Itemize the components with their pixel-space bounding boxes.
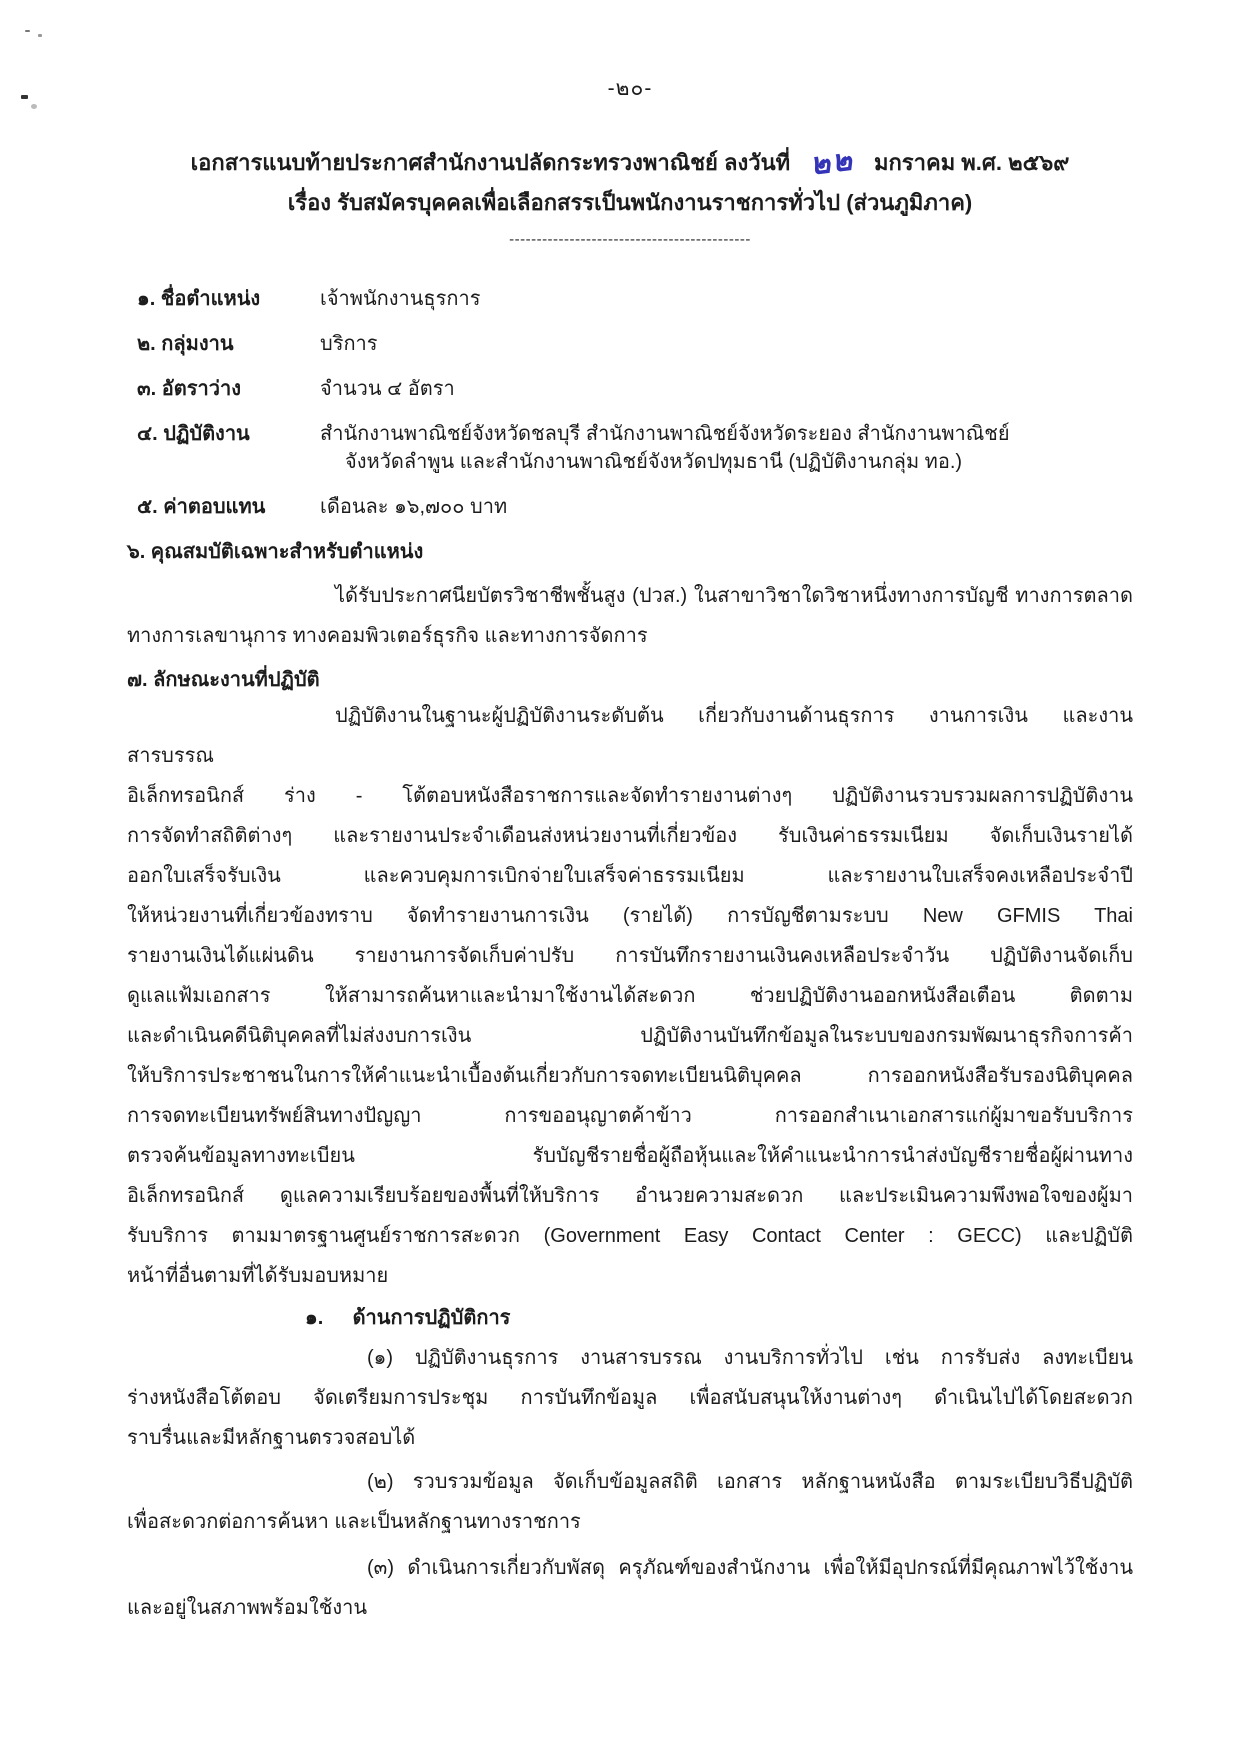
field-row-position <box>127 285 1133 313</box>
duties-heading <box>127 1298 1133 1338</box>
section7-line: ปฏิบัติงานในฐานะผู้ปฏิบัติงานระดับต้น เกี่ยวกับงานด้านธุรการ งานการเงิน และงานสารบรรณ <box>127 705 1133 767</box>
duty-item-3-line: และอยู่ในสภาพพร้อมใช้งาน <box>127 1597 367 1619</box>
section7-line: อิเล็กทรอนิกส์ ร่าง - โต้ตอบหนังสือราชการและจัดทำรายงานต่างๆ ปฏิบัติงานรวบรวมผลการปฏิบัติงาน <box>127 785 1133 807</box>
section7-line: รายงานเงินได้แผ่นดิน รายงานการจัดเก็บค่าปรับ การบันทึกรายงานเงินคงเหลือประจำวัน ปฏิบัติงานจัดเก็บ <box>127 945 1133 967</box>
field-label: ๓. อัตราว่าง <box>137 378 241 400</box>
scan-artifact <box>21 95 28 99</box>
dashed-divider: -------------------------------------------- <box>509 231 751 248</box>
section7-line: ตรวจค้นข้อมูลทางทะเบียน รับบัญชีรายชื่อผู้ถือหุ้นและให้คำแนะนำการนำส่งบัญชีรายชื่อผู้ผ่านทาง <box>127 1145 1133 1167</box>
field-row-vacancies <box>127 375 1133 403</box>
section6-line: ทางการเลขานุการ ทางคอมพิวเตอร์ธุรกิจ และทางการจัดการ <box>127 625 648 647</box>
field-value: จำนวน ๔ อัตรา <box>320 378 455 400</box>
title-line-1 <box>127 141 1133 183</box>
title-prefix: เอกสารแนบท้ายประกาศสำนักงานปลัดกระทรวงพาณิชย์ ลงวันที่ <box>190 150 791 175</box>
field-value: บริการ <box>320 333 378 355</box>
section7-line: ออกใบเสร็จรับเงิน และควบคุมการเบิกจ่ายใบเสร็จค่าธรรมเนียม และรายงานใบเสร็จคงเหลือประจำปี <box>127 865 1133 887</box>
title-subject: เรื่อง รับสมัครบุคคลเพื่อเลือกสรรเป็นพนักงานราชการทั่วไป (ส่วนภูมิภาค) <box>287 190 973 215</box>
scan-artifact <box>25 30 30 32</box>
field-list <box>127 285 1133 521</box>
scan-artifact <box>31 104 37 109</box>
duty-item-1-line: ราบรื่นและมีหลักฐานตรวจสอบได้ <box>127 1427 416 1449</box>
section7-line: รับบริการ ตามมาตรฐานศูนย์ราชการสะดวก (Government Easy Contact Center : GECC) และปฏิบัติ <box>127 1225 1133 1247</box>
section7-line: ดูแลแฟ้มเอกสาร ให้สามารถค้นหาและนำมาใช้งานได้สะดวก ช่วยปฏิบัติงานออกหนังสือเตือน ติดตาม <box>127 985 1133 1007</box>
duty-item-1-line: ร่างหนังสือโต้ตอบ จัดเตรียมการประชุม การบันทึกข้อมูล เพื่อสนับสนุนให้งานต่างๆ ดำเนินไปได้โดยสะดวก <box>127 1387 1133 1409</box>
duties-heading-number: ๑. <box>305 1307 324 1329</box>
title-suffix: มกราคม พ.ศ. ๒๕๖๙ <box>873 150 1070 175</box>
section7-heading: ๗. ลักษณะงานที่ปฏิบัติ <box>127 669 320 691</box>
field-label: ๔. ปฏิบัติงาน <box>137 423 250 445</box>
section7-line: การจดทะเบียนทรัพย์สินทางปัญญา การขออนุญาตค้าข้าว การออกสำเนาเอกสารแก่ผู้มาขอรับบริการ <box>127 1105 1133 1127</box>
field-label: ๒. กลุ่มงาน <box>137 333 234 355</box>
section7-line: และดำเนินคดีนิติบุคคลที่ไม่ส่งงบการเงิน ปฏิบัติงานบันทึกข้อมูลในระบบของกรมพัฒนาธุรกิจการค้า <box>127 1025 1133 1047</box>
document-title <box>127 141 1133 223</box>
field-value: เจ้าพนักงานธุรการ <box>320 288 481 310</box>
duty-item-2-line: (๒) รวบรวมข้อมูล จัดเก็บข้อมูลสถิติ เอกสาร หลักฐานหนังสือ ตามระเบียบวิธีปฏิบัติ <box>367 1471 1133 1493</box>
field-row-salary <box>127 493 1133 521</box>
section7-line: การจัดทำสถิติต่างๆ และรายงานประจำเดือนส่งหน่วยงานที่เกี่ยวข้อง รับเงินค่าธรรมเนียม จัดเก็บเงินรายได้ <box>127 825 1133 847</box>
section7-line: อิเล็กทรอนิกส์ ดูแลความเรียบร้อยของพื้นที่ให้บริการ อำนวยความสะดวก และประเมินความพึงพอใจของผู้มา <box>127 1185 1133 1207</box>
section6-line: ได้รับประกาศนียบัตรวิชาชีพชั้นสูง (ปวส.) ในสาขาวิชาใดวิชาหนึ่งทางการบัญชี ทางการตลาด <box>335 585 1133 607</box>
section7-line: ให้หน่วยงานที่เกี่ยวข้องทราบ จัดทำรายงานการเงิน (รายได้) การบัญชีตามระบบ New GFMIS Thai <box>127 905 1133 927</box>
field-value: เดือนละ ๑๖,๗๐๐ บาท <box>320 496 508 518</box>
field-label: ๕. ค่าตอบแทน <box>137 496 266 518</box>
scan-artifact <box>38 34 42 37</box>
field-row-group <box>127 330 1133 358</box>
section6-heading: ๖. คุณสมบัติเฉพาะสำหรับตำแหน่ง <box>127 541 424 563</box>
duty-item-1-line: (๑) ปฏิบัติงานธุรการ งานสารบรรณ งานบริการทั่วไป เช่น การรับส่ง ลงทะเบียน <box>367 1347 1133 1369</box>
section7-line: หน้าที่อื่นตามที่ได้รับมอบหมาย <box>127 1265 389 1287</box>
field-row-workplace <box>127 420 1133 448</box>
duty-item-3-line: (๓) ดำเนินการเกี่ยวกับพัสดุ ครุภัณฑ์ของสำนักงาน เพื่อให้มีอุปกรณ์ที่มีคุณภาพไว้ใช้งาน <box>367 1557 1133 1579</box>
document-content <box>127 0 1133 1628</box>
page-number: -๒๐- <box>607 77 653 100</box>
section7-line: ให้บริการประชาชนในการให้คำแนะนำเบื้องต้นเกี่ยวกับการจดทะเบียนนิติบุคคล การออกหนังสือรับรองนิติบุคคล <box>127 1065 1133 1087</box>
handwritten-date: ๒๒ <box>808 143 856 182</box>
duties-heading-text: ด้านการปฏิบัติการ <box>352 1307 511 1329</box>
field-value: สำนักงานพาณิชย์จังหวัดชลบุรี สำนักงานพาณิชย์จังหวัดระยอง สำนักงานพาณิชย์ <box>320 423 1010 445</box>
field-value-continuation: จังหวัดลำพูน และสำนักงานพาณิชย์จังหวัดปทุมธานี (ปฏิบัติงานกลุ่ม ทอ.) <box>345 451 963 473</box>
field-label: ๑. ชื่อตำแหน่ง <box>137 288 261 310</box>
duty-item-2-line: เพื่อสะดวกต่อการค้นหา และเป็นหลักฐานทางราชการ <box>127 1511 581 1533</box>
